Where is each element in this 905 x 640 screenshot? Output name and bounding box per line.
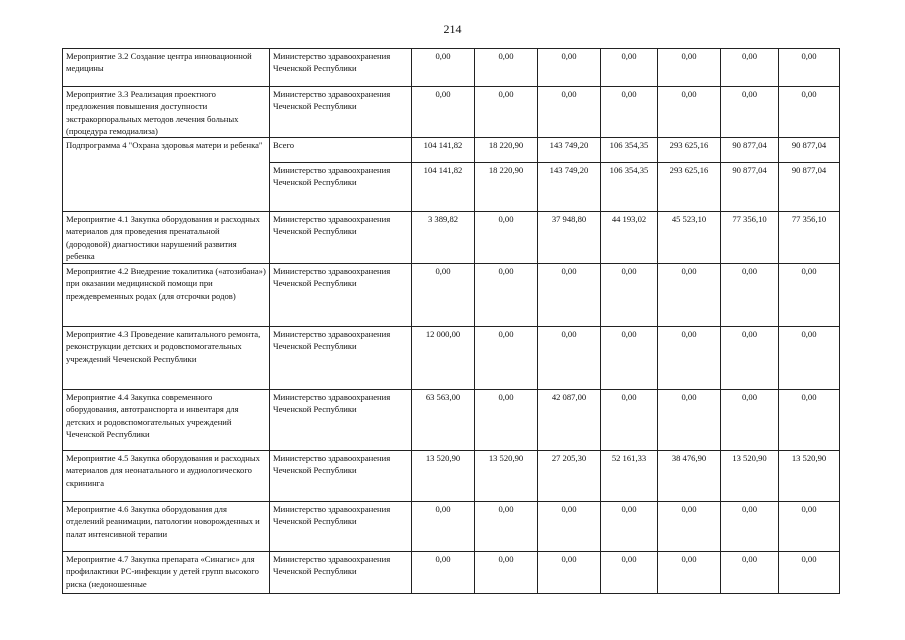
value-cell: 90 877,04 [779, 138, 840, 163]
value-cell: 0,00 [658, 264, 721, 327]
value-cell: 106 354,35 [601, 163, 658, 212]
value-cell: 13 520,90 [475, 451, 538, 502]
value-cell: 13 520,90 [779, 451, 840, 502]
executor: Министерство здравоохранения Чеченской Республики [270, 49, 412, 87]
value-cell: 63 563,00 [412, 390, 475, 451]
value-cell: 0,00 [658, 390, 721, 451]
executor: Министерство здравоохранения Чеченской Республики [270, 327, 412, 390]
value-cell: 18 220,90 [475, 163, 538, 212]
value-cell: 0,00 [412, 264, 475, 327]
table-row [63, 138, 840, 163]
executor: Всего [270, 138, 412, 163]
value-cell: 0,00 [721, 390, 779, 451]
measure-name: Мероприятие 4.4 Закупка современного оборудования, автотранспорта и инвентаря для детских и родовспомогательных учреждений Чеченской Республики [63, 390, 270, 451]
value-cell: 0,00 [538, 552, 601, 594]
value-cell: 0,00 [601, 552, 658, 594]
table-row [63, 87, 840, 138]
value-cell: 293 625,16 [658, 163, 721, 212]
page-number: 214 [443, 22, 462, 36]
measure-name: Подпрограмма 4 "Охрана здоровья матери и ребенка" [63, 138, 270, 212]
value-cell: 13 520,90 [721, 451, 779, 502]
value-cell: 37 948,80 [538, 212, 601, 264]
executor: Министерство здравоохранения Чеченской Республики [270, 552, 412, 594]
value-cell: 0,00 [475, 212, 538, 264]
table-row [63, 264, 840, 327]
table-row [63, 49, 840, 87]
executor: Министерство здравоохранения Чеченской Республики [270, 212, 412, 264]
executor: Министерство здравоохранения Чеченской Республики [270, 502, 412, 552]
value-cell: 18 220,90 [475, 138, 538, 163]
value-cell: 0,00 [779, 87, 840, 138]
value-cell: 0,00 [538, 502, 601, 552]
value-cell: 44 193,02 [601, 212, 658, 264]
value-cell: 90 877,04 [779, 163, 840, 212]
measure-name: Мероприятие 4.3 Проведение капитального ремонта, реконструкции детских и родовспомогательных учреждений Чеченской Республики [63, 327, 270, 390]
value-cell: 12 000,00 [412, 327, 475, 390]
value-cell: 0,00 [538, 87, 601, 138]
measure-name: Мероприятие 4.5 Закупка оборудования и расходных материалов для неонатального и аудиологического скрининга [63, 451, 270, 502]
value-cell: 0,00 [538, 264, 601, 327]
value-cell: 0,00 [475, 552, 538, 594]
budget-table [62, 48, 840, 594]
value-cell: 45 523,10 [658, 212, 721, 264]
value-cell: 0,00 [779, 327, 840, 390]
value-cell: 77 356,10 [779, 212, 840, 264]
value-cell: 42 087,00 [538, 390, 601, 451]
value-cell: 0,00 [475, 502, 538, 552]
executor: Министерство здравоохранения Чеченской Республики [270, 390, 412, 451]
value-cell: 0,00 [721, 87, 779, 138]
table-row [63, 552, 840, 594]
value-cell: 3 389,82 [412, 212, 475, 264]
value-cell: 0,00 [601, 264, 658, 327]
value-cell: 293 625,16 [658, 138, 721, 163]
value-cell: 0,00 [779, 264, 840, 327]
value-cell: 0,00 [412, 87, 475, 138]
value-cell: 0,00 [412, 49, 475, 87]
value-cell: 13 520,90 [412, 451, 475, 502]
table-row [63, 451, 840, 502]
value-cell: 90 877,04 [721, 138, 779, 163]
executor: Министерство здравоохранения Чеченской Республики [270, 451, 412, 502]
measure-name: Мероприятие 3.2 Создание центра инновационной медицины [63, 49, 270, 87]
executor: Министерство здравоохранения Чеченской Республики [270, 264, 412, 327]
value-cell: 0,00 [721, 502, 779, 552]
value-cell: 0,00 [721, 552, 779, 594]
value-cell: 104 141,82 [412, 163, 475, 212]
value-cell: 0,00 [658, 49, 721, 87]
value-cell: 0,00 [601, 49, 658, 87]
value-cell: 0,00 [475, 87, 538, 138]
value-cell: 0,00 [538, 327, 601, 390]
value-cell: 0,00 [658, 552, 721, 594]
value-cell: 0,00 [658, 327, 721, 390]
value-cell: 0,00 [779, 502, 840, 552]
table-row [63, 390, 840, 451]
table-row [63, 212, 840, 264]
value-cell: 0,00 [721, 264, 779, 327]
value-cell: 0,00 [658, 502, 721, 552]
measure-name: Мероприятие 4.6 Закупка оборудования для отделений реанимации, патологии новорожденных и палат интенсивной терапии [63, 502, 270, 552]
value-cell: 0,00 [538, 49, 601, 87]
value-cell: 0,00 [475, 49, 538, 87]
value-cell: 143 749,20 [538, 138, 601, 163]
measure-name: Мероприятие 4.2 Внедрение токалитика («атозибана») при оказании медицинской помощи при преждевременных родах (для отсрочки родов) [63, 264, 270, 327]
value-cell: 0,00 [475, 264, 538, 327]
table-row [63, 327, 840, 390]
value-cell: 52 161,33 [601, 451, 658, 502]
value-cell: 0,00 [601, 87, 658, 138]
measure-name: Мероприятие 4.1 Закупка оборудования и расходных материалов для проведения пренатальной (дородовой) диагностики нарушений развития ребенка [63, 212, 270, 264]
value-cell: 0,00 [475, 327, 538, 390]
value-cell: 104 141,82 [412, 138, 475, 163]
value-cell: 0,00 [412, 552, 475, 594]
measure-name: Мероприятие 4.7 Закупка препарата «Синагис» для профилактики РС-инфекции у детей групп высокого риска (недоношенные [63, 552, 270, 594]
measure-name: Мероприятие 3.3 Реализация проектного предложения повышения доступности экстракорпоральных методов лечения больных (процедура гемодиализа) [63, 87, 270, 138]
value-cell: 0,00 [475, 390, 538, 451]
executor: Министерство здравоохранения Чеченской Республики [270, 87, 412, 138]
value-cell: 0,00 [779, 552, 840, 594]
value-cell: 0,00 [412, 502, 475, 552]
value-cell: 143 749,20 [538, 163, 601, 212]
value-cell: 106 354,35 [601, 138, 658, 163]
value-cell: 0,00 [601, 502, 658, 552]
value-cell: 0,00 [779, 390, 840, 451]
value-cell: 27 205,30 [538, 451, 601, 502]
value-cell: 38 476,90 [658, 451, 721, 502]
value-cell: 0,00 [658, 87, 721, 138]
value-cell: 0,00 [721, 327, 779, 390]
value-cell: 0,00 [601, 327, 658, 390]
value-cell: 77 356,10 [721, 212, 779, 264]
value-cell: 0,00 [721, 49, 779, 87]
value-cell: 0,00 [601, 390, 658, 451]
value-cell: 90 877,04 [721, 163, 779, 212]
table-row [63, 502, 840, 552]
value-cell: 0,00 [779, 49, 840, 87]
executor: Министерство здравоохранения Чеченской Республики [270, 163, 412, 212]
